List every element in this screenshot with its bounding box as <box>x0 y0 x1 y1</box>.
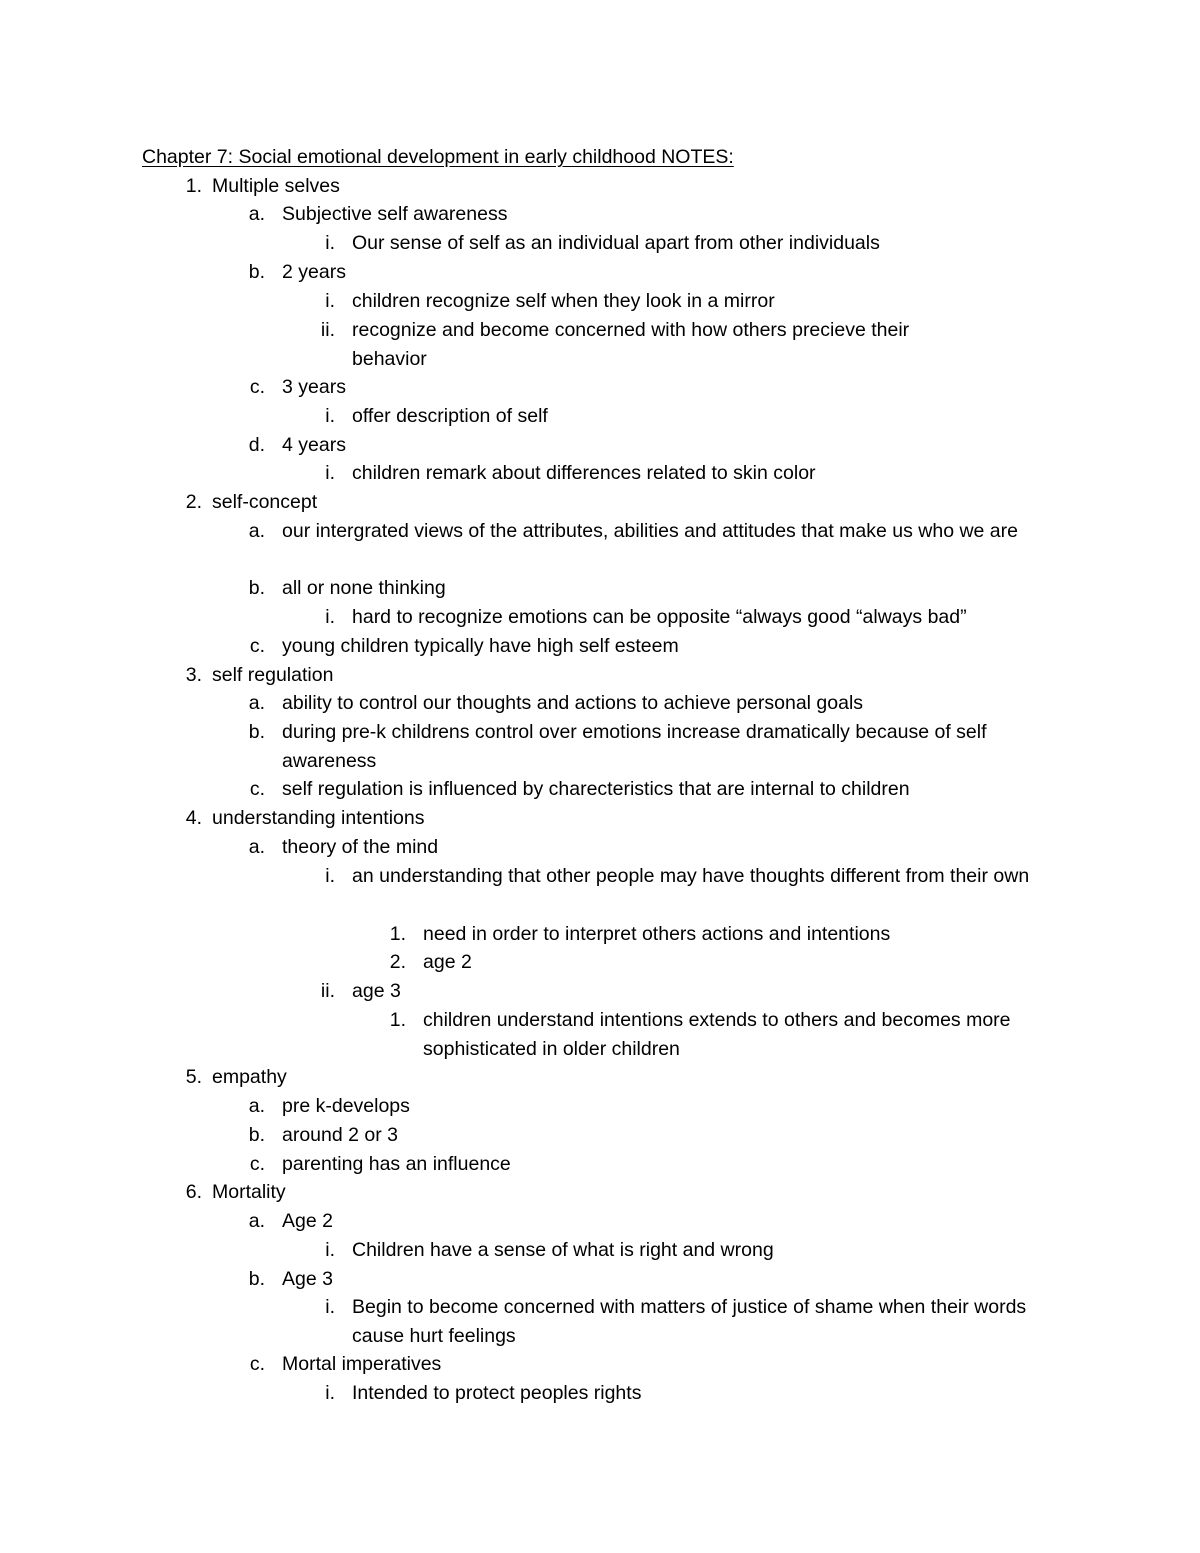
list-marker: a. <box>248 203 265 225</box>
list-item-text: Mortality <box>212 1181 286 1203</box>
list-item-text: understanding intentions <box>212 807 425 829</box>
list-marker: i. <box>325 1239 335 1261</box>
list-marker: i. <box>325 865 335 887</box>
list-marker: a. <box>248 520 265 542</box>
list-item-text: children remark about differences related to skin color <box>352 462 816 484</box>
list-marker: a. <box>248 1210 265 1232</box>
list-marker: c. <box>249 778 265 800</box>
list-item-text: Multiple selves <box>212 175 340 197</box>
list-marker: a. <box>248 692 265 714</box>
list-item-text: hard to recognize emotions can be opposite “always good “always bad” <box>352 606 967 628</box>
list-item-text: age 2 <box>423 951 472 973</box>
list-marker: a. <box>248 1095 265 1117</box>
list-item-text: empathy <box>212 1066 287 1088</box>
list-marker: 4. <box>185 807 202 829</box>
list-marker: d. <box>248 434 265 456</box>
list-marker: c. <box>249 1353 265 1375</box>
list-marker: i. <box>325 606 335 628</box>
list-marker: 1. <box>185 175 202 197</box>
list-marker: i. <box>325 1296 335 1318</box>
list-item-text: children recognize self when they look in a mirror <box>352 290 775 312</box>
list-item-text: Mortal imperatives <box>282 1353 442 1375</box>
list-marker: 2. <box>185 491 202 513</box>
list-marker: a. <box>248 836 265 858</box>
list-marker: i. <box>325 1382 335 1404</box>
list-item-text: during pre-k childrens control over emotions increase dramatically because of self awareness <box>282 721 987 772</box>
list-marker: 3. <box>185 664 202 686</box>
list-item-text: theory of the mind <box>282 836 439 858</box>
list-marker: ii. <box>320 980 335 1002</box>
list-item-text: 2 years <box>282 261 346 283</box>
list-item-text: young children typically have high self esteem <box>282 635 679 657</box>
list-marker: 1. <box>389 923 406 945</box>
list-marker: i. <box>325 290 335 312</box>
list-marker: 5. <box>185 1066 202 1088</box>
list-item-text: age 3 <box>352 980 401 1002</box>
list-item-text: ability to control our thoughts and actions to achieve personal goals <box>282 692 864 714</box>
list-marker: b. <box>248 1124 265 1146</box>
page-title: Chapter 7: Social emotional development in early childhood NOTES: <box>142 146 734 168</box>
list-item-text: self regulation <box>212 664 334 686</box>
list-item-text: Intended to protect peoples rights <box>352 1382 642 1404</box>
list-marker: c. <box>249 635 265 657</box>
list-item-text: parenting has an influence <box>282 1153 511 1175</box>
list-item-text: 4 years <box>282 434 346 456</box>
list-marker: b. <box>248 577 265 599</box>
list-item-text: Subjective self awareness <box>282 203 508 225</box>
list-item-text: Children have a sense of what is right and wrong <box>352 1239 774 1261</box>
list-marker: b. <box>248 261 265 283</box>
list-item-text: pre k-develops <box>282 1095 410 1117</box>
list-item-text: need in order to interpret others actions and intentions <box>423 923 891 945</box>
list-marker: ii. <box>320 319 335 341</box>
list-marker: i. <box>325 232 335 254</box>
list-item-text: Our sense of self as an individual apart from other individuals <box>352 232 880 254</box>
list-item-text: self regulation is influenced by charecteristics that are internal to children <box>282 778 910 800</box>
list-marker: i. <box>325 462 335 484</box>
list-marker: 6. <box>185 1181 202 1203</box>
list-item-text: Age 2 <box>282 1210 333 1232</box>
list-marker: 1. <box>389 1009 406 1031</box>
list-marker: b. <box>248 721 265 743</box>
list-item-text: children understand intentions extends to others and becomes more sophisticated in older children <box>423 1009 1011 1060</box>
list-item-text: 3 years <box>282 376 346 398</box>
list-marker: i. <box>325 405 335 427</box>
list-marker: 2. <box>389 951 406 973</box>
list-marker: b. <box>248 1268 265 1290</box>
list-marker: c. <box>249 1153 265 1175</box>
list-item-text: recognize and become concerned with how others precieve their behavior <box>352 319 910 370</box>
list-item-text: self-concept <box>212 491 318 513</box>
list-item-text: all or none thinking <box>282 577 446 599</box>
list-item-text: our intergrated views of the attributes, abilities and attitudes that make us who we are <box>282 520 1018 542</box>
list-item-text: Age 3 <box>282 1268 333 1290</box>
list-item-text: an understanding that other people may have thoughts different from their own <box>352 865 1030 887</box>
list-item-text: offer description of self <box>352 405 548 427</box>
list-marker: c. <box>249 376 265 398</box>
list-item-text: Begin to become concerned with matters of justice of shame when their words cause hurt feelings <box>352 1296 1027 1347</box>
list-item-text: around 2 or 3 <box>282 1124 399 1146</box>
